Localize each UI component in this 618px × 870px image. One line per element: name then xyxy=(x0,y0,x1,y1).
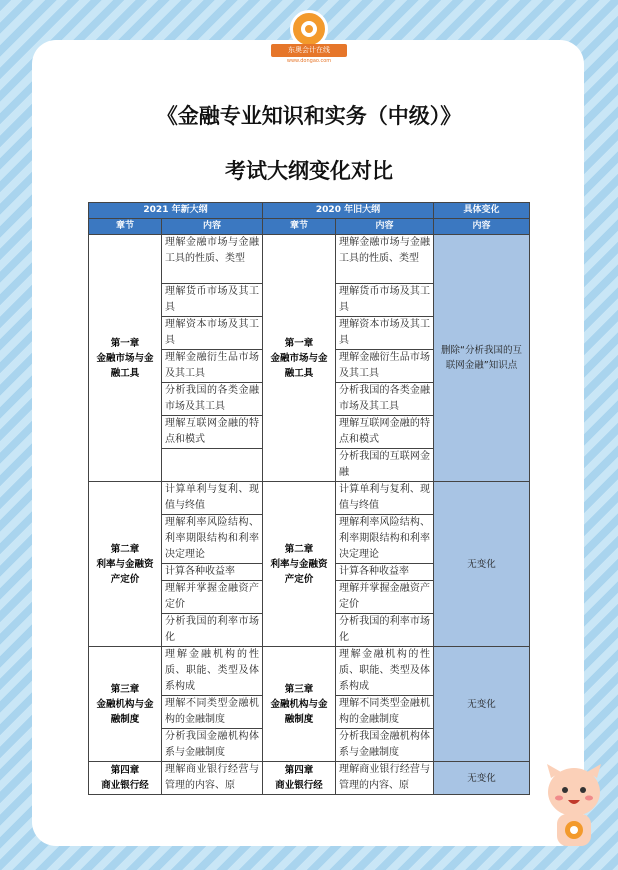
chapter-number: 第四章 xyxy=(110,765,140,776)
chapter-number: 第四章 xyxy=(284,765,314,776)
mascot-illustration xyxy=(545,762,603,854)
table-row xyxy=(89,482,530,515)
old-content-cell: 分析我国的互联网金融 xyxy=(336,449,434,482)
chapter-cell-old xyxy=(263,762,336,795)
new-content-cell xyxy=(162,449,263,482)
col-header-content-change: 内容 xyxy=(434,219,530,235)
header-changes: 具体变化 xyxy=(434,203,530,219)
old-content-cell: 计算各种收益率 xyxy=(336,564,434,581)
chapter-name: 利率与金融资产定价 xyxy=(96,558,154,585)
chapter-name: 利率与金融资产定价 xyxy=(270,558,328,585)
chapter-cell-old xyxy=(263,235,336,482)
chapter-cell-old xyxy=(263,647,336,762)
chapter-number: 第二章 xyxy=(110,543,140,555)
new-content-cell: 理解金融衍生品市场及其工具 xyxy=(162,350,263,383)
new-content-cell: 分析我国金融机构体系与金融制度 xyxy=(162,729,263,762)
old-content-cell: 理解利率风险结构、利率期限结构和利率决定理论 xyxy=(336,515,434,564)
group-header-row xyxy=(89,203,530,219)
table-body xyxy=(89,235,530,795)
old-content-cell: 理解金融机构的性质、职能、类型及体系构成 xyxy=(336,647,434,696)
old-content-cell: 理解不同类型金融机构的金融制度 xyxy=(336,696,434,729)
new-content-cell: 理解金融机构的性质、职能、类型及体系构成 xyxy=(162,647,263,696)
change-cell: 无变化 xyxy=(434,482,530,647)
new-content-cell: 理解利率风险结构、利率期限结构和利率决定理论 xyxy=(162,515,263,564)
new-content-cell: 分析我国的利率市场化 xyxy=(162,614,263,647)
chapter-cell-new xyxy=(89,762,162,795)
old-content-cell: 分析我国的各类金融市场及其工具 xyxy=(336,383,434,416)
old-content-cell: 理解金融衍生品市场及其工具 xyxy=(336,350,434,383)
change-cell: 删除“分析我国的互联网金融”知识点 xyxy=(434,235,530,482)
new-content-cell: 理解货币市场及其工具 xyxy=(162,284,263,317)
new-content-cell: 分析我国的各类金融市场及其工具 xyxy=(162,383,263,416)
old-content-cell: 理解货币市场及其工具 xyxy=(336,284,434,317)
new-content-cell: 理解金融市场与金融工具的性质、类型 xyxy=(162,235,263,284)
old-content-cell: 分析我国的利率市场化 xyxy=(336,614,434,647)
old-content-cell: 理解资本市场及其工具 xyxy=(336,317,434,350)
chapter-name: 商业银行经 xyxy=(101,780,149,791)
chapter-name: 金融机构与金融制度 xyxy=(270,698,328,725)
brand-url: www.dongao.com xyxy=(286,58,332,64)
new-content-cell: 理解不同类型金融机构的金融制度 xyxy=(162,696,263,729)
old-content-cell: 理解金融市场与金融工具的性质、类型 xyxy=(336,235,434,284)
chapter-cell-new xyxy=(89,235,162,482)
table-row xyxy=(89,647,530,696)
header-old-syllabus: 2020 年旧大纲 xyxy=(263,203,434,219)
new-content-cell: 理解互联网金融的特点和模式 xyxy=(162,416,263,449)
change-cell: 无变化 xyxy=(434,762,530,795)
syllabus-comparison-table xyxy=(88,202,530,795)
change-cell: 无变化 xyxy=(434,647,530,762)
chapter-number: 第三章 xyxy=(284,683,314,695)
chapter-name: 商业银行经 xyxy=(275,780,323,791)
chapter-cell-new xyxy=(89,482,162,647)
old-content-cell: 计算单利与复利、现值与终值 xyxy=(336,482,434,515)
col-header-content-old: 内容 xyxy=(336,219,434,235)
chapter-name: 金融市场与金融工具 xyxy=(270,352,328,379)
document-subtitle: 考试大纲变化对比 xyxy=(225,159,393,183)
document-title: 《金融专业知识和实务（中级）》 xyxy=(156,104,462,128)
new-content-cell: 理解商业银行经营与管理的内容、原 xyxy=(162,762,263,795)
chapter-number: 第一章 xyxy=(110,337,140,349)
logo-icon xyxy=(290,10,328,48)
brand-name: 东奥会计在线 xyxy=(271,44,347,57)
old-content-cell: 分析我国金融机构体系与金融制度 xyxy=(336,729,434,762)
new-content-cell: 计算各种收益率 xyxy=(162,564,263,581)
new-content-cell: 理解资本市场及其工具 xyxy=(162,317,263,350)
chapter-number: 第二章 xyxy=(284,543,314,555)
header-new-syllabus: 2021 年新大纲 xyxy=(89,203,263,219)
brand-logo xyxy=(271,10,347,64)
chapter-cell-old xyxy=(263,482,336,647)
old-content-cell: 理解并掌握金融资产定价 xyxy=(336,581,434,614)
chapter-number: 第三章 xyxy=(110,683,140,695)
chapter-name: 金融机构与金融制度 xyxy=(96,698,154,725)
col-header-content-new: 内容 xyxy=(162,219,263,235)
col-header-chapter-old: 章节 xyxy=(263,219,336,235)
chapter-cell-new xyxy=(89,647,162,762)
chapter-number: 第一章 xyxy=(284,337,314,349)
col-header-chapter-new: 章节 xyxy=(89,219,162,235)
table-row xyxy=(89,235,530,284)
table-row xyxy=(89,762,530,795)
chapter-name: 金融市场与金融工具 xyxy=(96,352,154,379)
new-content-cell: 计算单利与复利、现值与终值 xyxy=(162,482,263,515)
new-content-cell: 理解并掌握金融资产定价 xyxy=(162,581,263,614)
old-content-cell: 理解商业银行经营与管理的内容、原 xyxy=(336,762,434,795)
old-content-cell: 理解互联网金融的特点和模式 xyxy=(336,416,434,449)
column-header-row xyxy=(89,219,530,235)
